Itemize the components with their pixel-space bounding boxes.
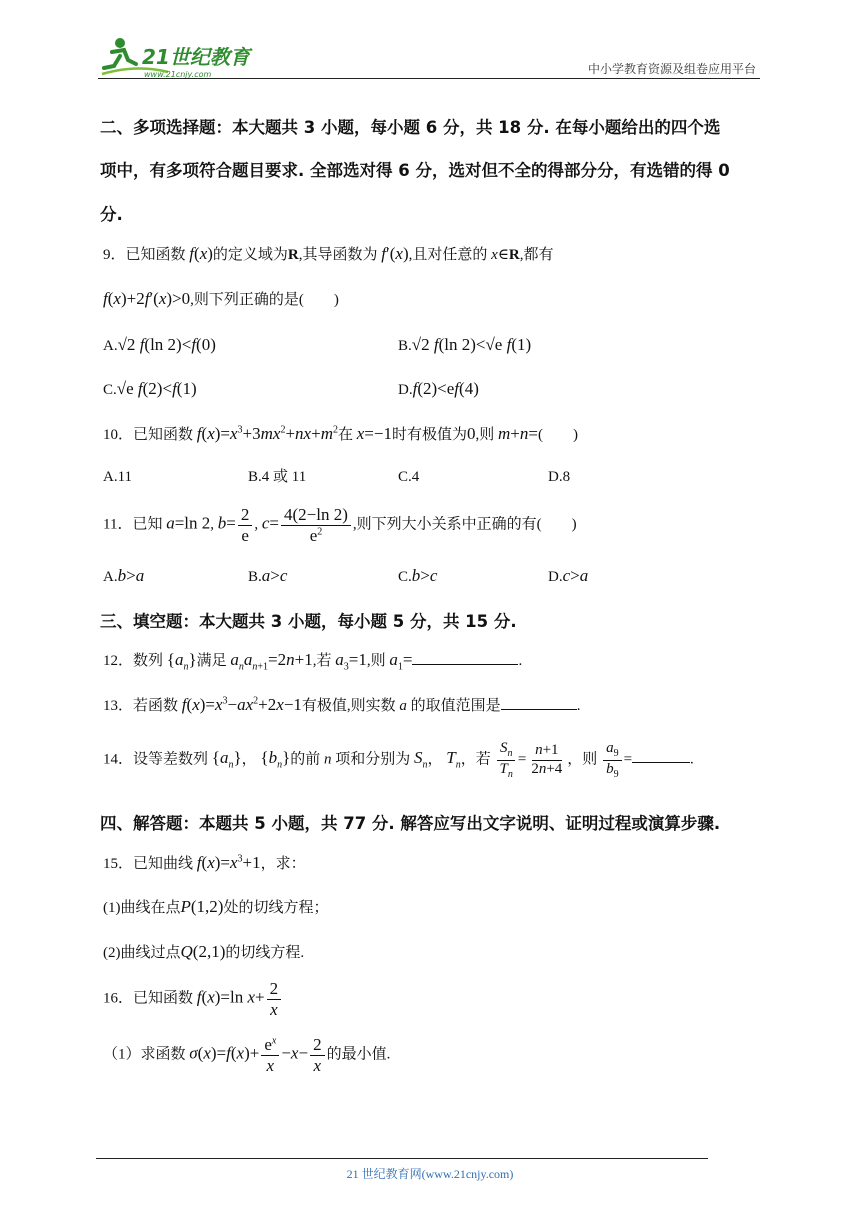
q15-part1: (1)曲线在点P(1,2)处的切线方程；: [103, 897, 329, 916]
q10-option-c: C.4: [398, 469, 420, 485]
q9-stem-line2: f(x)+2f′(x)>0,则下列正确的是( ): [103, 289, 339, 308]
q9-option-b: B.√2 f(ln 2)<√e f(1): [398, 335, 532, 354]
q11-option-a: A.b>a: [103, 566, 145, 585]
section2-line2: 项中，有多项符合题目要求. 全部选对得 6 分，选对但不全的得部分分，有选错的得 0: [100, 161, 730, 180]
q14-stem: 14．设等差数列 $\{a_n\}$， $\{b_n\}$的前 n 项和分别为 $S_n$， $T_n$，若 $\frac{S_n}{T_n}$ = $\frac{n+1}{2n+4}$ ，则 $\frac{a_9}{b_9}$ = .: [103, 740, 694, 780]
logo-text: 21世纪教育: [142, 45, 250, 69]
section4-title: 四、解答题：本题共 5 小题，共 77 分. 解答应写出文字说明、证明过程或演算步骤.: [100, 814, 721, 833]
q15-stem: 15．已知曲线 $f(x)=x^3+1$，求：: [103, 853, 306, 872]
q9-option-a: A.√2 f(ln 2)<f(0): [103, 335, 216, 354]
header-divider: [98, 78, 760, 79]
footer-link[interactable]: 21 世纪教育网(www.21cnjy.com): [346, 1167, 514, 1181]
logo-url: www.21cnjy.com: [144, 70, 212, 79]
q10-stem: 10．已知函数 $f(x)=x^3+3mx^2+nx+m^2$在 x=−1时有极值为0,则 m+n=( ): [103, 424, 578, 443]
q9-option-d: D.f(2)<ef(4): [398, 379, 479, 398]
q10-option-d: D.8: [548, 469, 571, 485]
q11-option-b: B.a>c: [248, 566, 288, 585]
q11-option-d: D.c>a: [548, 566, 589, 585]
q15-part2: (2)曲线过点Q(2,1)的切线方程.: [103, 942, 305, 961]
platform-name: 中小学教育资源及组卷应用平台: [587, 62, 756, 76]
q16-stem: 16．已知函数 f(x)=ln x+ $\frac{2}{x}$: [103, 979, 283, 1019]
q9-stem-line1: 9．已知函数 f(x)的定义域为R,其导函数为 f′(x),且对任意的 x∈R,都有: [103, 244, 554, 263]
site-logo: [98, 34, 258, 82]
section2-line1: 二、多项选择题：本大题共 3 小题，每小题 6 分，共 18 分. 在每小题给出的四个选: [100, 118, 721, 137]
q10-option-b: B.4 或 11: [248, 469, 307, 485]
q13-stem: 13．若函数 $f(x)=x^3-ax^2+2x-1$有极值,则实数 a 的取值范围是 .: [103, 695, 581, 714]
q10-option-a: A.11: [103, 469, 133, 485]
footer-divider: [96, 1158, 708, 1159]
section2-line3: 分.: [100, 205, 123, 224]
q11-option-c: C.b>c: [398, 566, 438, 585]
section3-title: 三、填空题：本大题共 3 小题，每小题 5 分，共 15 分.: [100, 612, 517, 631]
q11-stem: 11．已知 a=ln 2, b= $\frac{2}{e}$ , c= $\frac{4(2-\ln 2)}{e^2}$ ,则下列大小关系中正确的有( ): [103, 505, 577, 545]
q9-option-c: C.√e f(2)<f(1): [103, 379, 197, 398]
q16-part1: （1）求函数 σ(x)=f(x)+ $\frac{e^x}{x}$ −x− $\frac{2}{x}$ 的最小值.: [103, 1035, 391, 1075]
q12-stem: 12．数列 $\{a_n\}$满足 $a_na_{n+1}=2n+1$,若 $a_3=1$,则 $a_1=$ .: [103, 650, 523, 673]
